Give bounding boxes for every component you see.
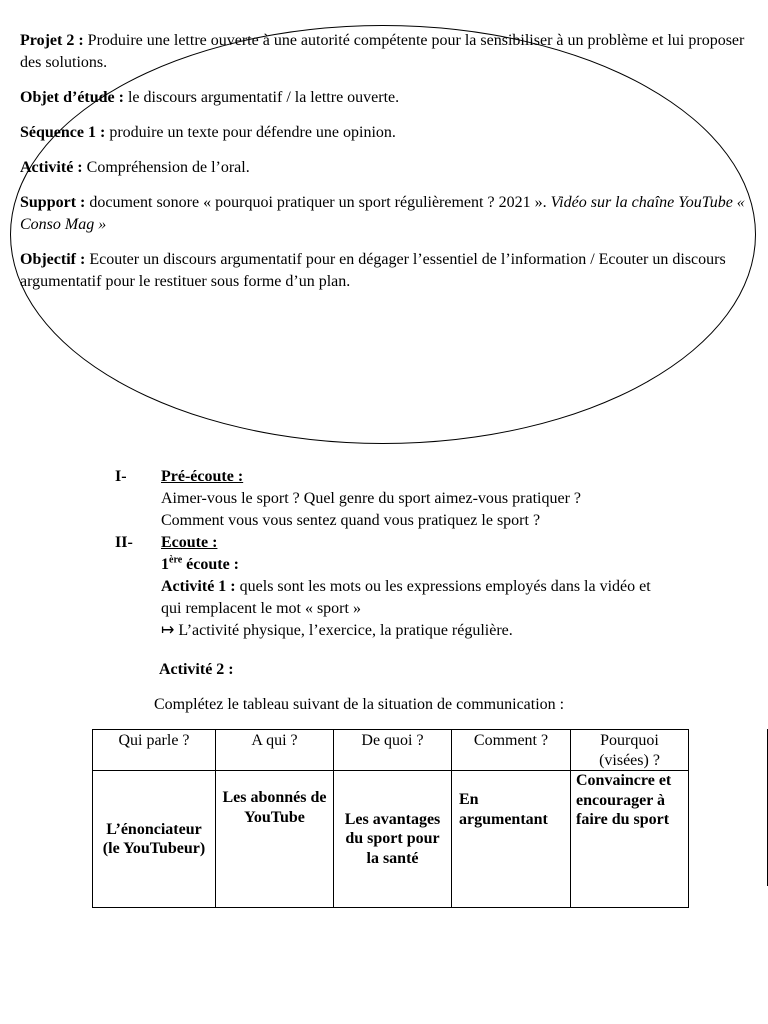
objet-line: Objet d’étude : le discours argumentatif / la lettre ouverte. — [20, 89, 400, 106]
activity-1-answer: ↦ L’activité physique, l’exercice, la pratique régulière. — [161, 622, 513, 639]
table-row — [93, 771, 689, 908]
section-title: Ecoute : — [161, 534, 218, 551]
table-header-row — [93, 730, 689, 771]
communication-table — [92, 729, 689, 908]
activity-2-instruction: Complétez le tableau suivant de la situation de communication : — [154, 696, 565, 713]
table-cell: L’énonciateur (le YouTubeur) — [93, 771, 216, 908]
table-cell: Les abonnés de YouTube — [216, 771, 334, 908]
table-header-cell: Comment ? — [452, 730, 571, 771]
activity-1: Activité 1 : quels sont les mots ou les expressions employés dans la vidéo et qui remplacent le mot « sport » — [161, 578, 651, 617]
activite-line: Activité : Compréhension de l’oral. — [20, 159, 250, 176]
support-line: Support : document sonore « pourquoi pratiquer un sport régulièrement ? 2021 ». Vidéo sur la chaîne YouTube « Conso Mag » — [20, 194, 745, 233]
first-listening-label: 1ère écoute : — [161, 554, 239, 573]
projet-line: Projet 2 : Produire une lettre ouverte à une autorité compétente pour la sensibiliser à un problème et lui proposer des solutions. — [20, 32, 745, 71]
table-header-cell: A qui ? — [216, 730, 334, 771]
lesson-outline — [115, 466, 675, 642]
table-header-cell: De quoi ? — [334, 730, 452, 771]
pre-ecoute-question: Aimer-vous le sport ? Quel genre du sport aimez-vous pratiquer ? — [161, 490, 581, 507]
table-cell: Convaincre et encourager à faire du sport — [571, 771, 689, 908]
table-cell: Les avantages du sport pour la santé — [334, 771, 452, 908]
pre-ecoute-question: Comment vous vous sentez quand vous pratiquez le sport ? — [161, 512, 541, 529]
section-pre-ecoute-heading — [115, 466, 675, 488]
section-title: Pré-écoute : — [161, 468, 244, 485]
activity-2-label: Activité 2 : — [159, 661, 234, 678]
section-number: II- — [115, 534, 133, 551]
section-number: I- — [115, 468, 127, 485]
section-ecoute-heading — [115, 532, 675, 554]
objectif-line: Objectif : Ecouter un discours argumentatif pour en dégager l’essentiel de l’information / Ecouter un discours argumentatif pour le restituer sous forme d’un plan. — [20, 251, 726, 290]
table-header-cell: Qui parle ? — [93, 730, 216, 771]
table-header-cell: Pourquoi (visées) ? — [571, 730, 689, 771]
table-cell: En argumentant — [452, 771, 571, 908]
header-block — [20, 30, 755, 306]
sequence-line: Séquence 1 : produire un texte pour défendre une opinion. — [20, 124, 396, 141]
arrow-icon: ↦ — [161, 622, 175, 639]
